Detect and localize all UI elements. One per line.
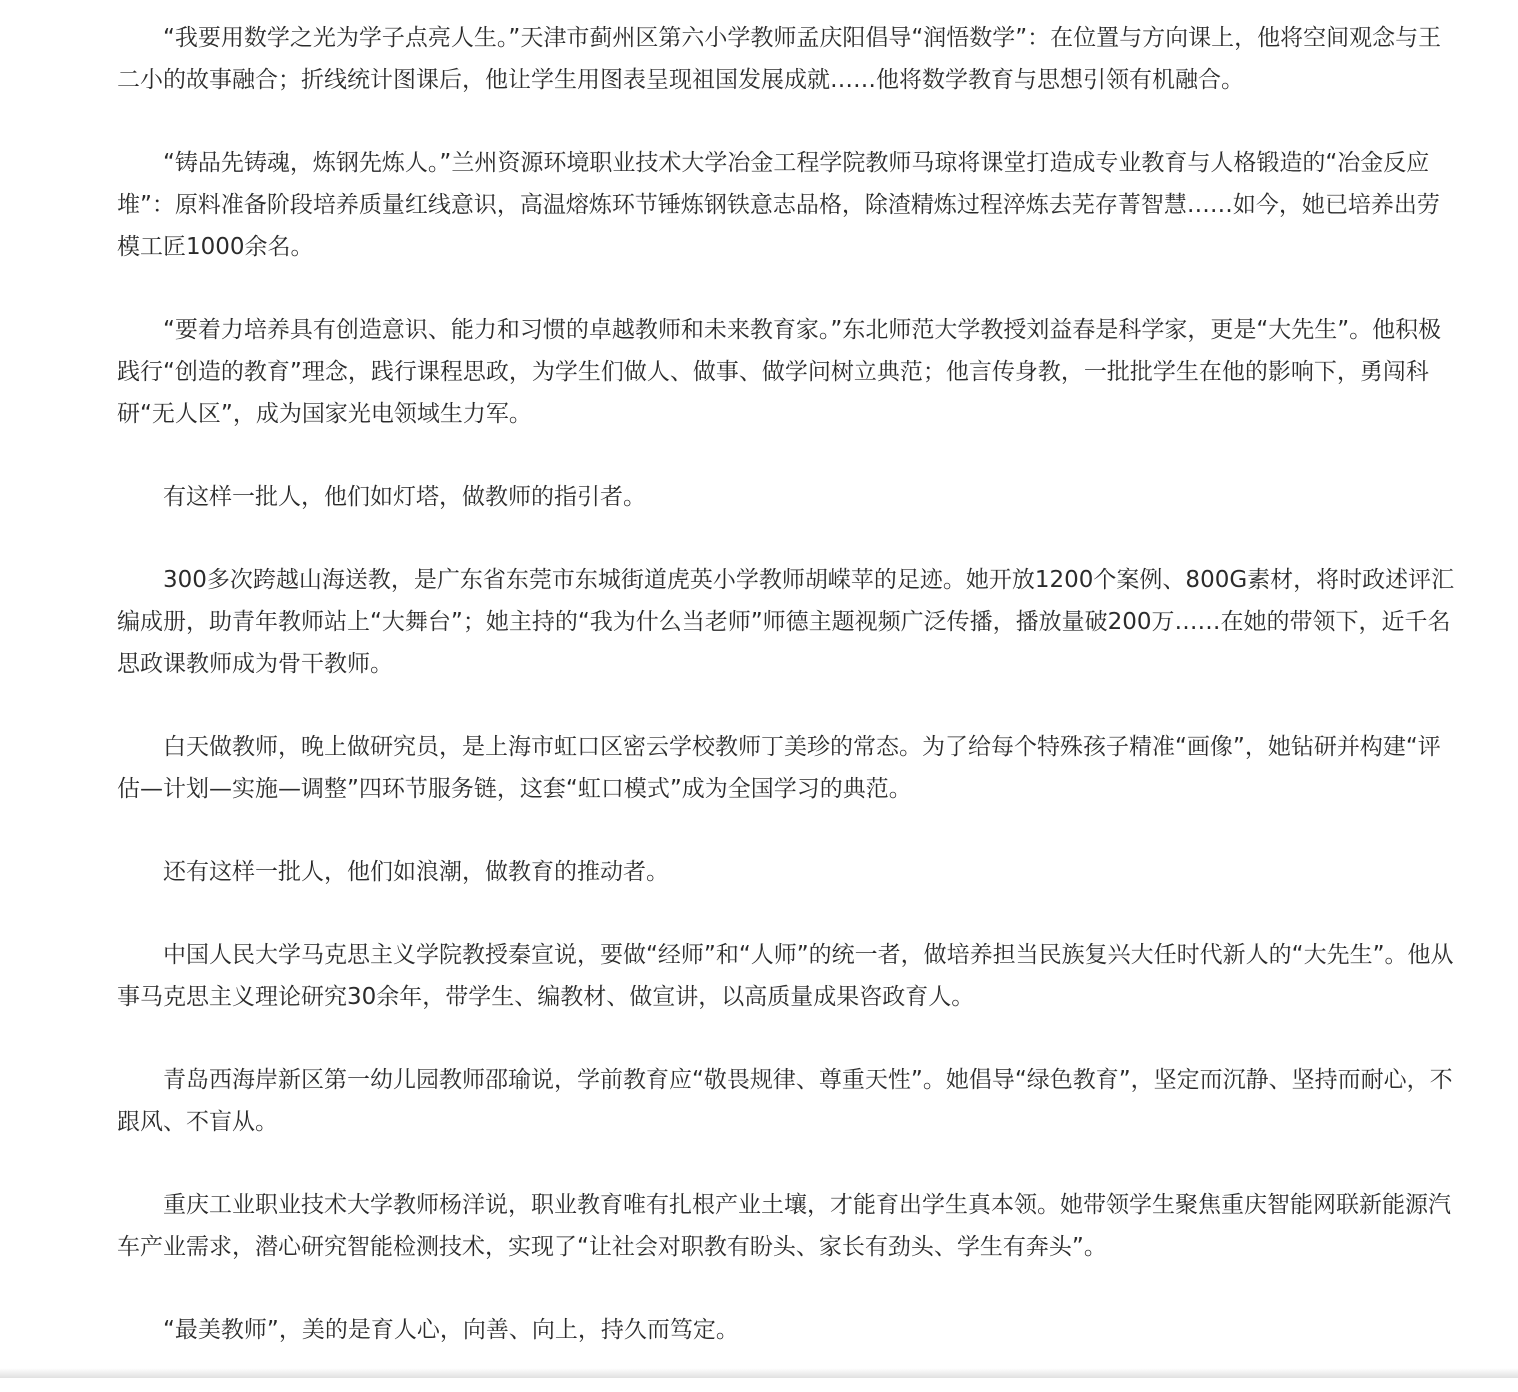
paragraph-lighthouse: 有这样一批人，他们如灯塔，做教师的指引者。: [163, 484, 646, 510]
paragraph-qingdao-teacher: 青岛西海岸新区第一幼儿园教师邵瑜说，学前教育应“敬畏规律、尊重天性”。她倡导“绿色教育”，坚定而沉静、坚持而耐心，不跟风、不盲从。: [117, 1067, 1453, 1135]
paragraph-professor-liu: “要着力培养具有创造意识、能力和习惯的卓越教师和未来教育家。”东北师范大学教授刘益春是科学家，更是“大先生”。他积极践行“创造的教育”理念，践行课程思政，为学生们做人、做事、做学问树立典范；他言传身教，一批批学生在他的影响下，勇闯科研“无人区”，成为国家光电领域生力军。: [117, 317, 1442, 427]
article-body: [117, 17, 1457, 1392]
paragraph-guangdong-teacher: 300多次跨越山海送教，是广东省东莞市东城街道虎英小学教师胡嵘苹的足迹。她开放1200个案例、800G素材，将时政述评汇编成册，助青年教师站上“大舞台”；她主持的“我为什么当老师”师德主题视频广泛传播，播放量破200万……在她的带领下，近千名思政课教师成为骨干教师。: [117, 567, 1455, 677]
bottom-shadow: [0, 1368, 1518, 1378]
paragraph-closing: “最美教师”，美的是育人心，向善、向上，持久而笃定。: [163, 1317, 739, 1343]
paragraph-shanghai-teacher: 白天做教师，晚上做研究员，是上海市虹口区密云学校教师丁美珍的常态。为了给每个特殊孩子精准“画像”，她钻研并构建“评估—计划—实施—调整”四环节服务链，这套“虹口模式”成为全国学习的典范。: [117, 734, 1441, 802]
paragraph-metallurgy-teacher: “铸品先铸魂，炼钢先炼人。”兰州资源环境职业技术大学冶金工程学院教师马琼将课堂打造成专业教育与人格锻造的“冶金反应堆”：原料准备阶段培养质量红线意识，高温熔炼环节锤炼钢铁意志品格，除渣精炼过程淬炼去芜存菁智慧……如今，她已培养出劳模工匠1000余名。: [117, 150, 1440, 260]
paragraph-chongqing-teacher: 重庆工业职业技术大学教师杨洋说，职业教育唯有扎根产业土壤，才能育出学生真本领。她带领学生聚焦重庆智能网联新能源汽车产业需求，潜心研究智能检测技术，实现了“让社会对职教有盼头、家长有劲头、学生有奔头”。: [117, 1192, 1451, 1260]
paragraph-professor-qin: 中国人民大学马克思主义学院教授秦宣说，要做“经师”和“人师”的统一者，做培养担当民族复兴大任时代新人的“大先生”。他从事马克思主义理论研究30余年，带学生、编教材、做宣讲，以高质量成果咨政育人。: [117, 942, 1454, 1010]
paragraph-math-teacher: “我要用数学之光为学子点亮人生。”天津市蓟州区第六小学教师孟庆阳倡导“润悟数学”：在位置与方向课上，他将空间观念与王二小的故事融合；折线统计图课后，他让学生用图表呈现祖国发展成就……他将数学教育与思想引领有机融合。: [117, 25, 1442, 93]
paragraph-wave: 还有这样一批人，他们如浪潮，做教育的推动者。: [163, 859, 669, 885]
